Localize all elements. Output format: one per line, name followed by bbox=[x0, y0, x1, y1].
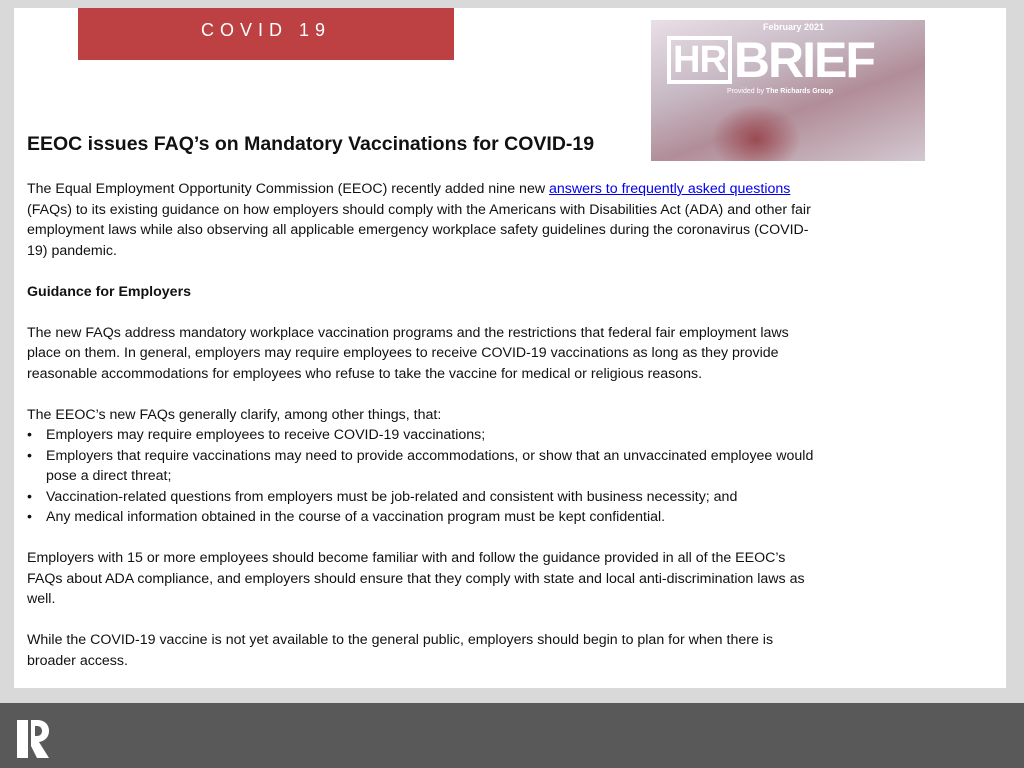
slide bbox=[14, 8, 1006, 688]
faq-bullet-list bbox=[27, 425, 817, 528]
hr-provided-name: The Richards Group bbox=[765, 88, 834, 95]
hr-provided-prefix: Provided by bbox=[727, 88, 766, 95]
list-item: • Employers that require vaccinations may need to provide accommodations, or show that an unvaccinated employee would pose a direct threat; bbox=[27, 446, 817, 487]
hr-brief-logo bbox=[667, 32, 874, 88]
hr-provided-by bbox=[727, 88, 833, 95]
intro-text-before-link: The Equal Employment Opportunity Commission (EEOC) recently added nine new bbox=[27, 181, 550, 197]
list-item: • Vaccination-related questions from employers must be job-related and consistent with business necessity; and bbox=[27, 487, 817, 508]
list-item: • Employers may require employees to receive COVID-19 vaccinations; bbox=[27, 425, 817, 446]
paragraph-4: While the COVID-19 vaccine is not yet available to the general public, employers should begin to plan for when there is broader access. bbox=[27, 632, 774, 669]
article bbox=[27, 131, 817, 688]
list-intro: The EEOC’s new FAQs generally clarify, among other things, that: bbox=[27, 406, 442, 423]
paragraph-3: Employers with 15 or more employees should become familiar with and follow the guidance provided in all of the EEOC’s FAQs about ADA compliance, and employers should ensure that they comply with state and local anti-discrimination laws as well. bbox=[27, 550, 805, 607]
hr-logo-brief: BRIEF bbox=[733, 32, 874, 88]
banner-label: COVID 19 bbox=[200, 20, 332, 40]
article-title: EEOC issues FAQ’s on Mandatory Vaccinations for COVID-19 bbox=[27, 133, 595, 155]
list-item: • Any medical information obtained in the course of a vaccination program must be kept confidential. bbox=[27, 507, 817, 528]
footer-bar bbox=[0, 703, 1024, 768]
hr-brief-date: February 2021 bbox=[763, 22, 825, 32]
intro-paragraph bbox=[27, 179, 817, 261]
richards-r-logo-icon bbox=[14, 712, 54, 762]
hr-logo-hr: HR bbox=[667, 36, 732, 84]
covid-banner bbox=[78, 8, 454, 60]
guidance-subheading: Guidance for Employers bbox=[27, 283, 191, 300]
intro-text-after-link: (FAQs) to its existing guidance on how employers should comply with the Americans with Disabilities Act (ADA) and other fair employment laws while also observing all applicable emergency workplace safety guidelines during the coronavirus (COVID-19) pandemic. bbox=[27, 201, 811, 259]
faq-link[interactable]: answers to frequently asked questions bbox=[549, 181, 791, 197]
paragraph-2: The new FAQs address mandatory workplace vaccination programs and the restrictions that federal fair employment laws place on them. In general, employers may require employees to receive COVID-19 vaccinations as long as they provide reasonable accommodations for employees who refuse to take the vaccine for medical or religious reasons. bbox=[27, 324, 789, 382]
